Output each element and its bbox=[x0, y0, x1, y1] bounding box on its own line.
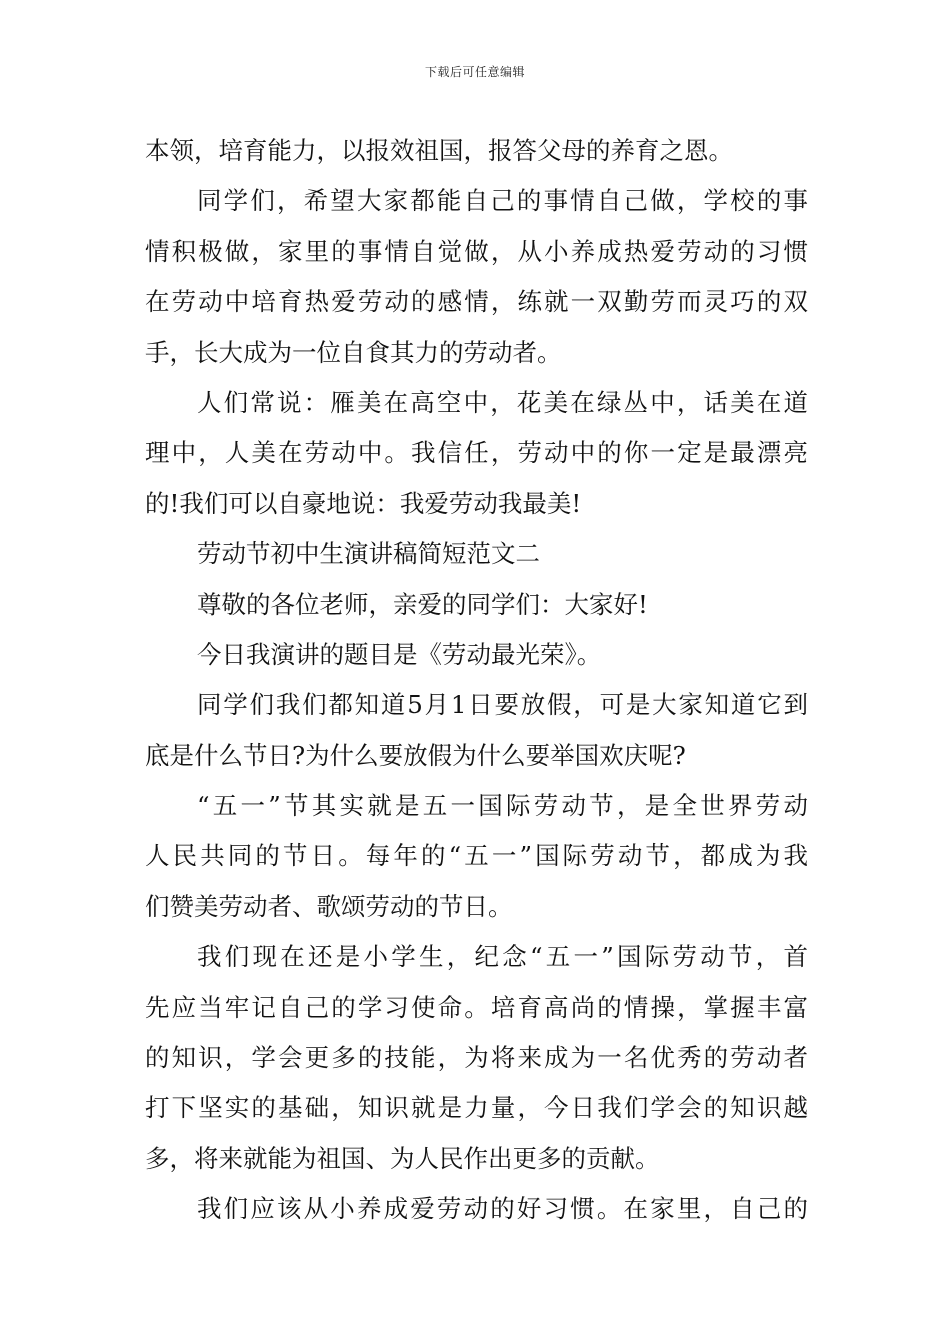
text-line: 的!我们可以自豪地说：我爱劳动我最美! bbox=[145, 488, 582, 518]
text-line: 同学们，希望大家都能自己的事情自己做，学校的事 bbox=[197, 186, 808, 216]
text-line: 我们应该从小养成爱劳动的好习惯。在家里，自己的 bbox=[197, 1194, 808, 1224]
document-body bbox=[145, 126, 808, 1235]
text-line: 今日我演讲的题目是《劳动最光荣》。 bbox=[197, 639, 602, 669]
text-line: 的知识，学会更多的技能，为将来成为一名优秀的劳动者 bbox=[145, 1043, 808, 1073]
text-line: 手，长大成为一位自食其力的劳动者。 bbox=[145, 337, 562, 367]
text-line: 们赞美劳动者、歌颂劳动的节日。 bbox=[145, 891, 513, 921]
text-line: 理中，人美在劳动中。我信任，劳动中的你一定是最漂亮 bbox=[145, 438, 808, 468]
section-title: 劳动节初中生演讲稿简短范文二 bbox=[197, 539, 540, 569]
text-line: 同学们我们都知道5月1日要放假，可是大家知道它到 bbox=[197, 690, 808, 720]
text-line: “五一”节其实就是五一国际劳动节，是全世界劳动 bbox=[197, 791, 808, 821]
text-line: 情积极做，家里的事情自觉做，从小养成热爱劳动的习惯 bbox=[145, 236, 808, 266]
text-line: 人民共同的节日。每年的“五一”国际劳动节，都成为我 bbox=[145, 841, 808, 871]
text-line: 本领，培育能力，以报效祖国，报答父母的养育之恩。 bbox=[145, 136, 733, 165]
text-line: 底是什么节日?为什么要放假为什么要举国欢庆呢? bbox=[145, 740, 686, 770]
text-line: 先应当牢记自己的学习使命。培育高尚的情操，掌握丰富 bbox=[145, 992, 808, 1022]
text-line: 多，将来就能为祖国、为人民作出更多的贡献。 bbox=[145, 1143, 660, 1173]
page-header-note: 下载后可任意编辑 bbox=[424, 65, 525, 79]
text-line: 我们现在还是小学生，纪念“五一”国际劳动节，首 bbox=[197, 942, 808, 972]
text-line: 人们常说：雁美在高空中，花美在绿丛中，话美在道 bbox=[197, 387, 808, 417]
text-line: 打下坚实的基础，知识就是力量，今日我们学会的知识越 bbox=[145, 1093, 808, 1123]
salutation-line: 尊敬的各位老师，亲爱的同学们：大家好! bbox=[197, 589, 648, 619]
text-line: 在劳动中培育热爱劳动的感情，练就一双勤劳而灵巧的双 bbox=[145, 287, 808, 317]
